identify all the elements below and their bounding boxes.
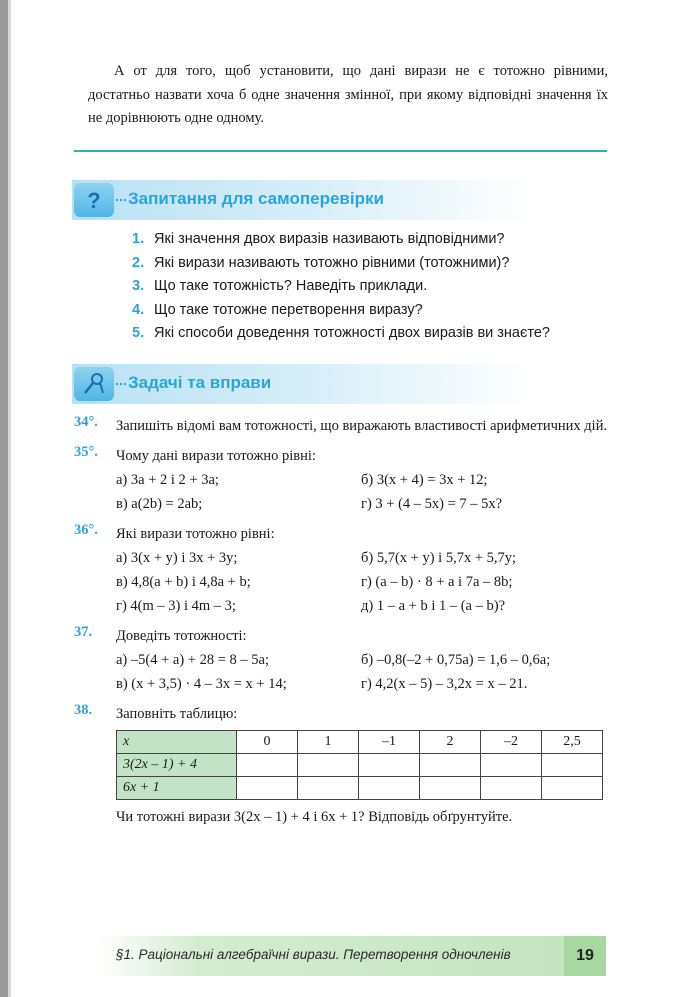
table-row — [117, 777, 603, 800]
task-text: Доведіть тотожності: — [116, 628, 247, 644]
exercises-list — [74, 414, 614, 830]
task-number: 36°. — [74, 522, 98, 538]
task-question: Чи тотожні вирази 3(2x – 1) + 4 і 6x + 1? Відповідь обґрунтуйте. — [116, 809, 513, 825]
table-cell — [420, 754, 481, 777]
section-divider — [74, 150, 607, 152]
table-header-cell: 2 — [420, 731, 481, 754]
table-cell — [298, 777, 359, 800]
task-item: б) –0,8(–2 + 0,75a) = 1,6 – 0,6a; — [361, 652, 551, 668]
table-cell — [420, 777, 481, 800]
self-check-list — [132, 228, 550, 346]
dotted-connector — [116, 383, 126, 385]
task-item: в) (x + 3,5) · 4 – 3x = x + 14; — [116, 676, 287, 692]
task-text: Які вирази тотожно рівні: — [116, 526, 275, 542]
table-cell — [237, 777, 298, 800]
table-cell — [481, 754, 542, 777]
table-header-cell: 2,5 — [542, 731, 603, 754]
task-item: г) 3 + (4 – 5x) = 7 – 5x? — [361, 496, 503, 512]
task-text: Заповніть таблицю: — [116, 706, 238, 722]
table-cell — [298, 754, 359, 777]
table-header-cell: 1 — [298, 731, 359, 754]
page-edge — [0, 0, 8, 997]
task-text: Чому дані вирази тотожно рівні: — [116, 448, 316, 464]
self-check-header — [72, 180, 607, 220]
page-footer — [96, 936, 606, 976]
item-text: Які значення двох виразів називають відповідними? — [154, 231, 505, 247]
task-item: г) 4(m – 3) і 4m – 3; — [116, 598, 236, 614]
intro-paragraph — [88, 60, 608, 131]
table-row-label: 3(2x – 1) + 4 — [117, 754, 237, 777]
task-item: в) 4,8(a + b) і 4,8a + b; — [116, 574, 251, 590]
task-number: 35°. — [74, 444, 98, 460]
task-number: 38. — [74, 702, 93, 718]
task-item: а) –5(4 + a) + 28 = 8 – 5a; — [116, 652, 269, 668]
table-row-label: 6x + 1 — [117, 777, 237, 800]
task-37 — [74, 624, 614, 696]
table-header-cell: –2 — [481, 731, 542, 754]
task-35 — [74, 444, 614, 516]
task-item: а) 3(x + y) і 3x + 3y; — [116, 550, 238, 566]
task-36 — [74, 522, 614, 618]
table-cell — [359, 754, 420, 777]
task-item: г) (a – b) · 8 + a і 7a – 8b; — [361, 574, 513, 590]
intro-text: А от для того, щоб установити, що дані вирази не є тотожно рівними, достатньо назвати хоча б одне значення змінної, при якому відповідні значення їх не дорівнюють одне одному. — [88, 63, 608, 126]
self-check-title: Запитання для самоперевірки — [128, 189, 384, 208]
task-number: 34°. — [74, 414, 98, 430]
table-row — [117, 731, 603, 754]
task-item: б) 5,7(x + y) і 5,7x + 5,7y; — [361, 550, 517, 566]
table-header-cell: x — [117, 731, 237, 754]
task-item: в) a(2b) = 2ab; — [116, 496, 203, 512]
item-text: Що таке тотожне перетворення виразу? — [154, 301, 423, 318]
item-number: 3. — [132, 278, 145, 294]
task-number: 37. — [74, 624, 93, 640]
task-34 — [74, 414, 614, 438]
page-edge-shadow — [8, 0, 11, 997]
table-cell — [542, 777, 603, 800]
list-item — [132, 228, 550, 252]
list-item — [132, 275, 550, 299]
values-table — [116, 730, 603, 800]
item-text: Що таке тотожність? Наведіть приклади. — [154, 278, 428, 294]
page-number: 19 — [564, 936, 606, 976]
item-number: 2. — [132, 254, 145, 271]
question-mark-icon — [74, 183, 114, 217]
task-item: а) 3a + 2 і 2 + 3a; — [116, 472, 219, 488]
table-row — [117, 754, 603, 777]
pencil-compass-icon — [74, 367, 114, 401]
item-text: Які вирази називають тотожно рівними (тотожними)? — [154, 254, 510, 271]
item-text: Які способи доведення тотожності двох виразів ви знаєте? — [154, 325, 550, 341]
table-header-cell: –1 — [359, 731, 420, 754]
item-number: 5. — [132, 325, 145, 341]
table-cell — [481, 777, 542, 800]
footer-section-title: §1. Раціональні алгебраїчні вирази. Перетворення одночленів — [116, 947, 511, 962]
task-text: Запишіть відомі вам тотожності, що виражають властивості арифметичних дій. — [116, 418, 608, 434]
table-cell — [542, 754, 603, 777]
table-cell — [359, 777, 420, 800]
task-38 — [74, 702, 614, 830]
item-number: 1. — [132, 231, 145, 247]
table-header-cell: 0 — [237, 731, 298, 754]
dotted-connector — [116, 199, 126, 201]
table-cell — [237, 754, 298, 777]
list-item — [132, 299, 550, 323]
exercises-title: Задачі та вправи — [128, 373, 272, 392]
exercises-header — [72, 364, 607, 404]
item-number: 4. — [132, 301, 145, 318]
task-item: б) 3(x + 4) = 3x + 12; — [361, 472, 488, 488]
list-item — [132, 322, 550, 346]
question-mark-glyph: ? — [87, 188, 101, 213]
task-item: д) 1 – a + b і 1 – (a – b)? — [361, 598, 506, 614]
list-item — [132, 252, 550, 276]
task-item: г) 4,2(x – 5) – 3,2x = x – 21. — [361, 676, 528, 692]
